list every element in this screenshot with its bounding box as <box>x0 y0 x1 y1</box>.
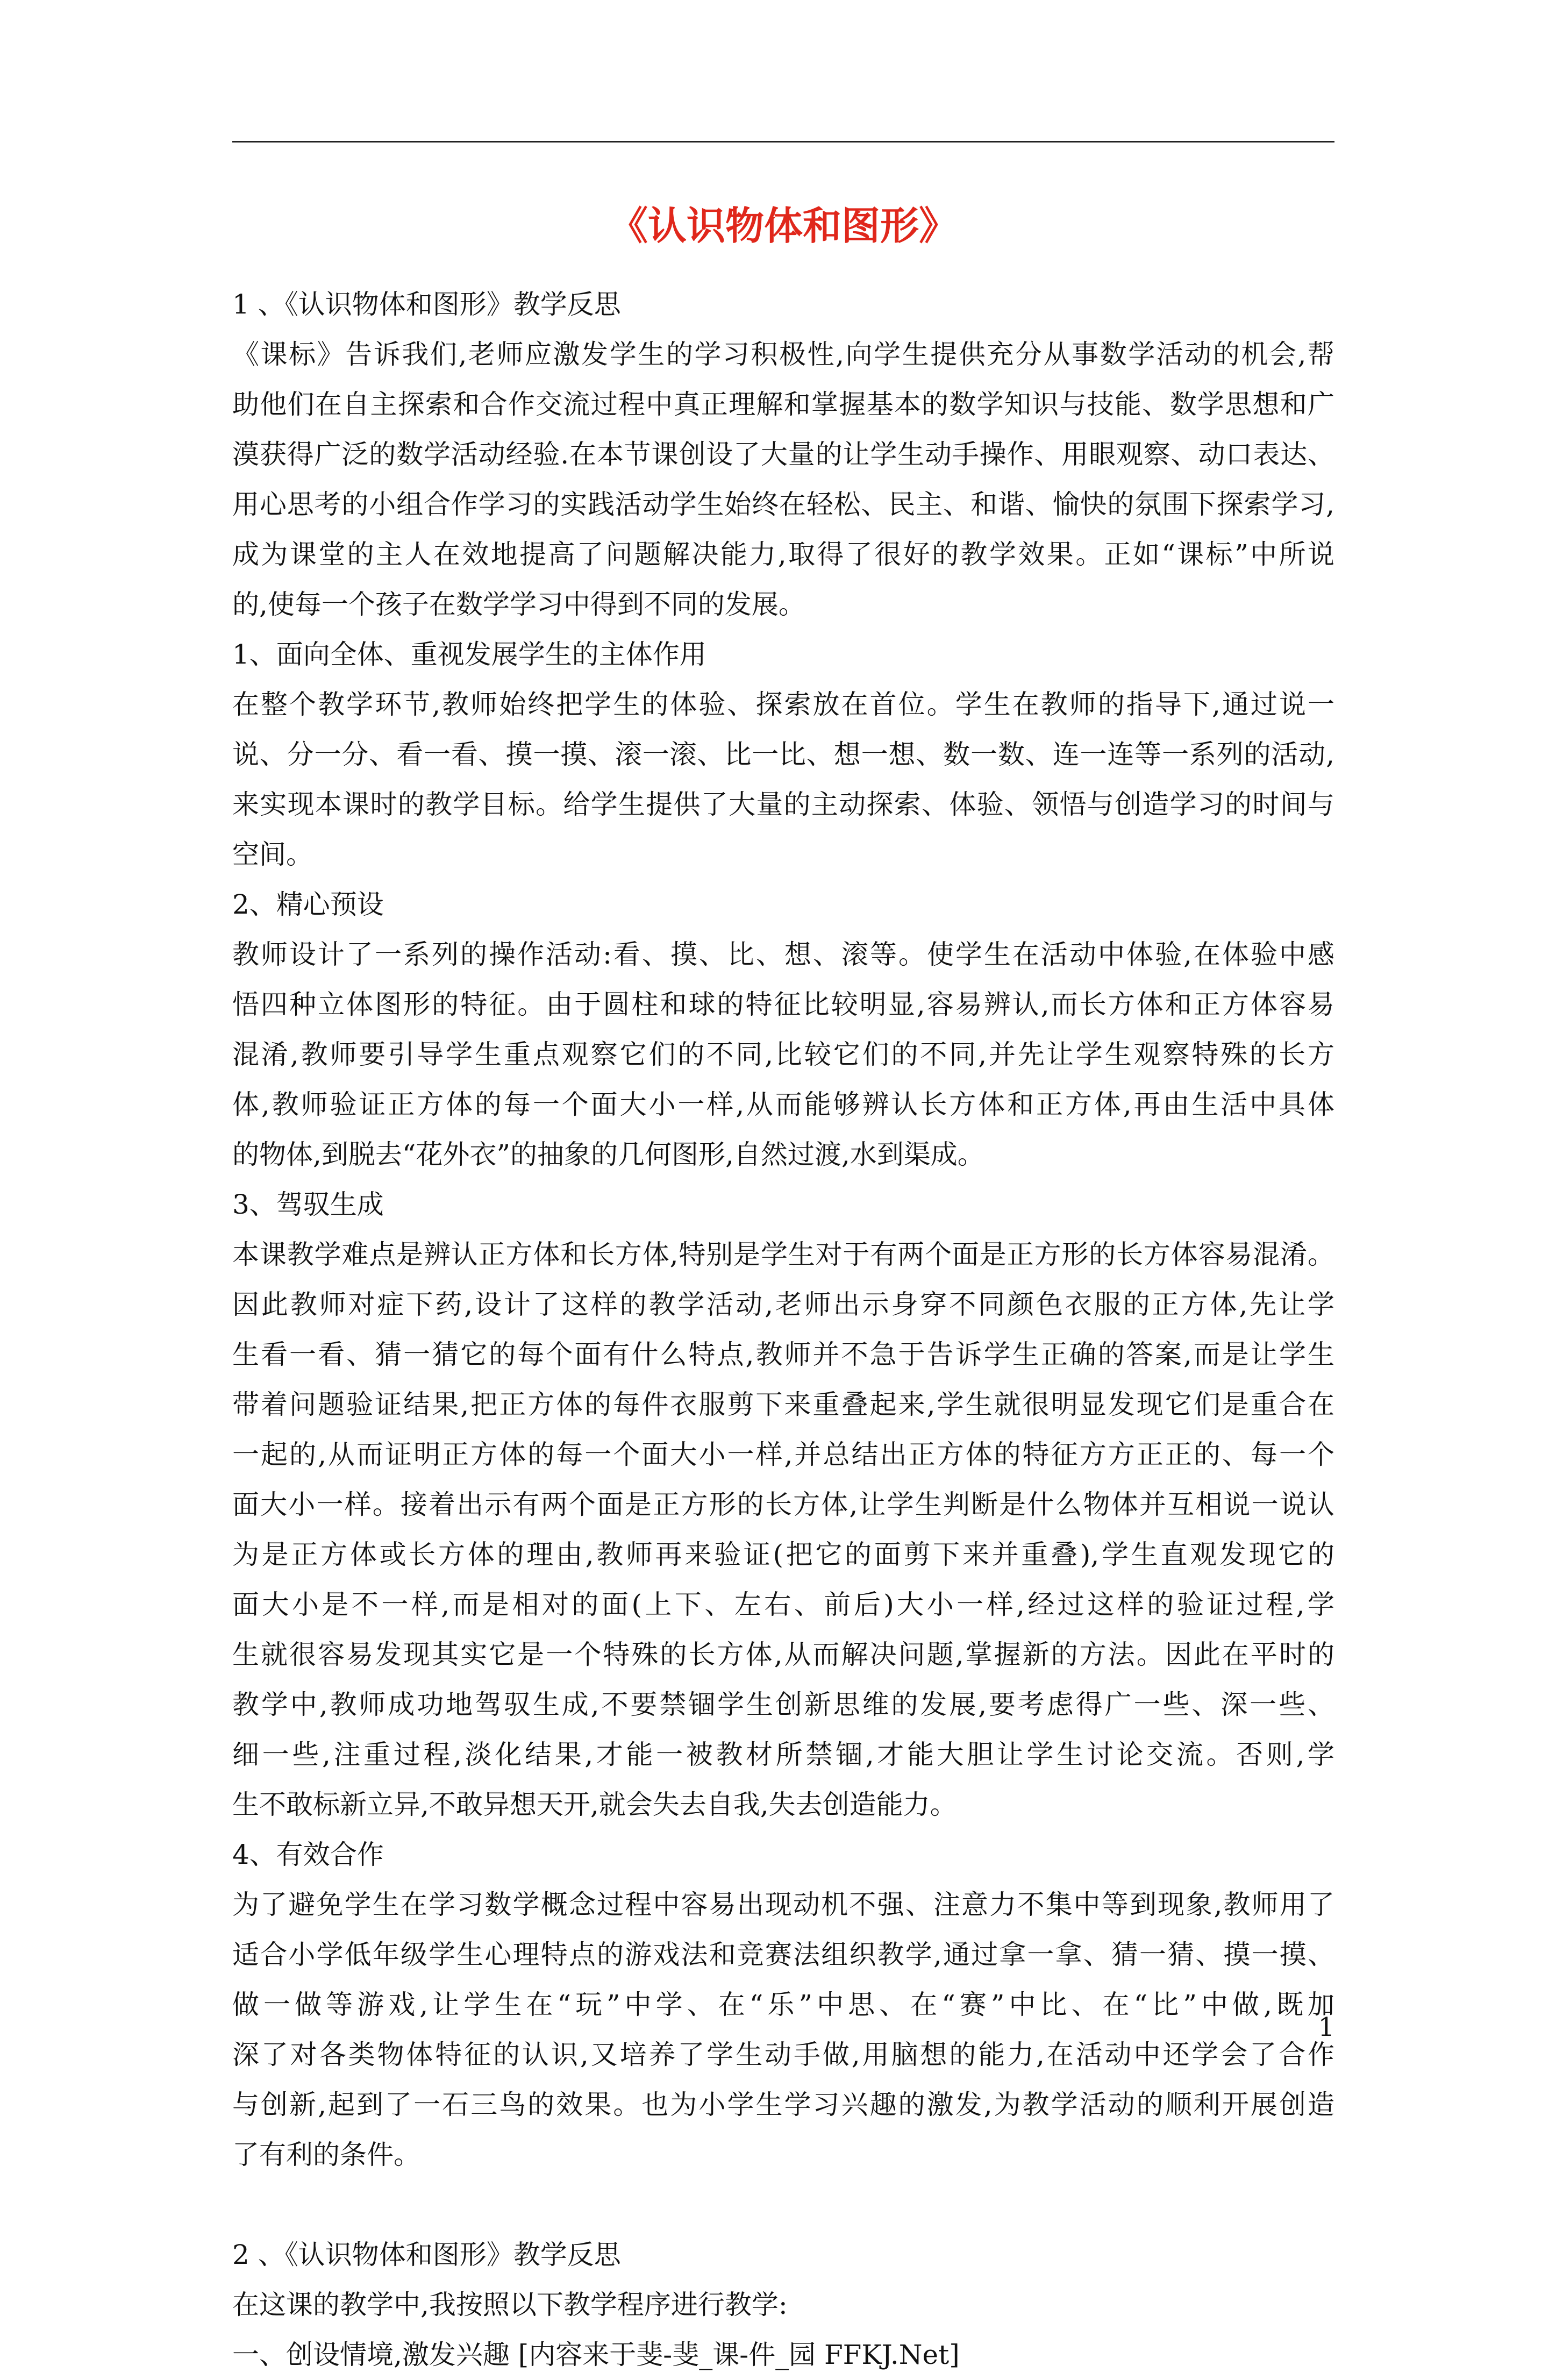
text-line: 了有利的条件。 <box>232 2139 420 2170</box>
blank-line <box>232 2180 1334 2230</box>
text-line: 空间。 <box>232 839 313 870</box>
text-line: 生不敢标新立异,不敢异想天开,就会失去自我,失去创造能力。 <box>232 1789 957 1820</box>
text-line: 本课教学难点是辨认正方体和长方体,特别是学生对于有两个面是正方形的长方体容易混淆。 <box>232 1239 1334 1270</box>
text-line: 3、驾驭生成 <box>232 1189 384 1220</box>
text-line: 体,教师验证正方体的每一个面大小一样,从而能够辨认长方体和正方体,再由生活中具体 <box>232 1089 1334 1120</box>
text-line: 一、创设情境,激发兴趣 [内容来于斐-斐_课-件_园 FFKJ.Net] <box>232 2339 960 2370</box>
text-line: 因此教师对症下药,设计了这样的教学活动,老师出示身穿不同颜色衣服的正方体,先让学 <box>232 1289 1334 1320</box>
text-line: 《课标》告诉我们,老师应激发学生的学习积极性,向学生提供充分从事数学活动的机会,帮 <box>232 339 1334 370</box>
text-line: 1、面向全体、重视发展学生的主体作用 <box>232 639 706 670</box>
text-line: 与创新,起到了一石三鸟的效果。也为小学生学习兴趣的激发,为教学活动的顺利开展创造 <box>232 2089 1334 2120</box>
text-line: 在这课的教学中,我按照以下教学程序进行教学: <box>232 2289 788 2320</box>
document-title: 《认识物体和图形》 <box>609 203 958 248</box>
text-line: 的,使每一个孩子在数学学习中得到不同的发展。 <box>232 589 805 620</box>
text-line: 教师设计了一系列的操作活动:看、摸、比、想、滚等。使学生在活动中体验,在体验中感 <box>232 939 1334 970</box>
text-line: 说、分一分、看一看、摸一摸、滚一滚、比一比、想一想、数一数、连一连等一系列的活动, <box>232 739 1334 770</box>
text-line: 为了避免学生在学习数学概念过程中容易出现动机不强、注意力不集中等到现象,教师用了 <box>232 1889 1334 1920</box>
text-line: 带着问题验证结果,把正方体的每件衣服剪下来重叠起来,学生就很明显发现它们是重合在 <box>232 1389 1334 1420</box>
text-line: 来实现本课时的教学目标。给学生提供了大量的主动探索、体验、领悟与创造学习的时间与 <box>232 789 1334 820</box>
header-rule <box>232 141 1334 142</box>
text-line: 生就很容易发现其实它是一个特殊的长方体,从而解决问题,掌握新的方法。因此在平时的 <box>232 1639 1334 1670</box>
text-line: 1 、《认识物体和图形》教学反思 <box>232 289 621 320</box>
text-line: 做一做等游戏,让学生在“玩”中学、在“乐”中思、在“赛”中比、在“比”中做,既加 <box>232 1989 1334 2020</box>
text-line: 悟四种立体图形的特征。由于圆柱和球的特征比较明显,容易辨认,而长方体和正方体容易 <box>232 989 1334 1020</box>
text-line: 一起的,从而证明正方体的每一个面大小一样,并总结出正方体的特征方方正正的、每一个 <box>232 1439 1334 1470</box>
document-body <box>232 280 1334 2380</box>
text-line: 细一些,注重过程,淡化结果,才能一被教材所禁锢,才能大胆让学生讨论交流。否则,学 <box>232 1739 1334 1770</box>
text-line: 用心思考的小组合作学习的实践活动学生始终在轻松、民主、和谐、愉快的氛围下探索学习, <box>232 489 1334 520</box>
text-line: 混淆,教师要引导学生重点观察它们的不同,比较它们的不同,并先让学生观察特殊的长方 <box>232 1039 1334 1070</box>
text-line: 漠获得广泛的数学活动经验.在本节课创设了大量的让学生动手操作、用眼观察、动口表达、 <box>232 439 1334 470</box>
text-line: 深了对各类物体特征的认识,又培养了学生动手做,用脑想的能力,在活动中还学会了合作 <box>232 2039 1334 2070</box>
text-line: 4、有效合作 <box>232 1839 384 1870</box>
text-line: 适合小学低年级学生心理特点的游戏法和竞赛法组织教学,通过拿一拿、猜一猜、摸一摸、 <box>232 1939 1334 1970</box>
text-line: 教学中,教师成功地驾驭生成,不要禁锢学生创新思维的发展,要考虑得广一些、深一些、 <box>232 1689 1334 1720</box>
text-line: 2 、《认识物体和图形》教学反思 <box>232 2239 621 2270</box>
text-line: 生看一看、猜一猜它的每个面有什么特点,教师并不急于告诉学生正确的答案,而是让学生 <box>232 1339 1334 1370</box>
text-line: 在整个教学环节,教师始终把学生的体验、探索放在首位。学生在教师的指导下,通过说一 <box>232 689 1334 720</box>
text-line: 的物体,到脱去“花外衣”的抽象的几何图形,自然过渡,水到渠成。 <box>232 1139 984 1170</box>
text-line: 为是正方体或长方体的理由,教师再来验证(把它的面剪下来并重叠),学生直观发现它的 <box>232 1539 1334 1570</box>
text-line: 2、精心预设 <box>232 889 384 920</box>
text-line: 面大小是不一样,而是相对的面(上下、左右、前后)大小一样,经过这样的验证过程,学 <box>232 1589 1334 1620</box>
text-line: 面大小一样。接着出示有两个面是正方形的长方体,让学生判断是什么物体并互相说一说认 <box>232 1489 1334 1520</box>
text-line: 助他们在自主探索和合作交流过程中真正理解和掌握基本的数学知识与技能、数学思想和广 <box>232 389 1334 420</box>
page-number: 1 <box>1318 2012 1334 2042</box>
text-line: 成为课堂的主人在效地提高了问题解决能力,取得了很好的教学效果。正如“课标”中所说 <box>232 539 1334 570</box>
